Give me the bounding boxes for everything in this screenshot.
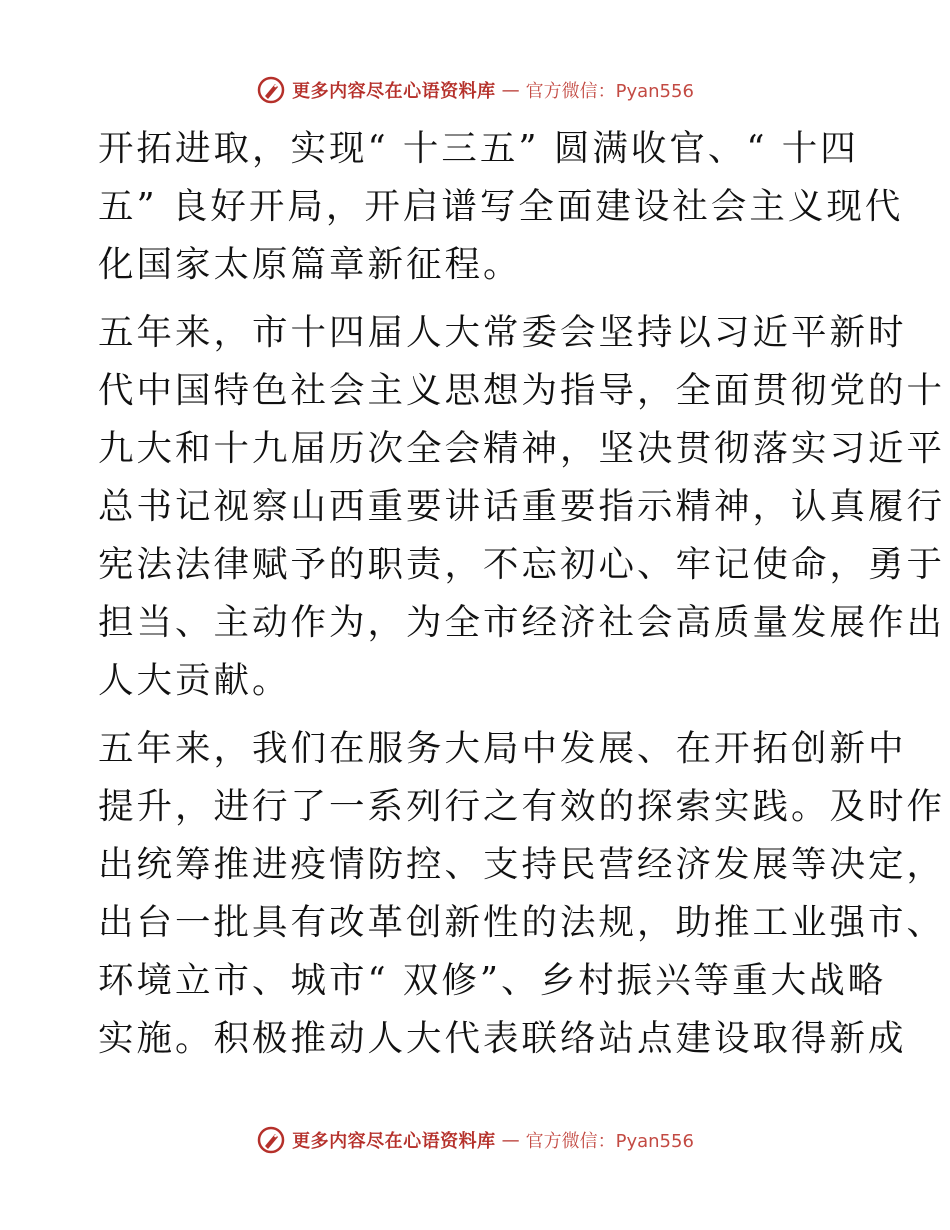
- text-line: 化国家太原篇章新征程。: [98, 244, 522, 285]
- footer-wechat-text: 官方微信：Pyan556: [525, 1131, 694, 1152]
- pen-nib-circle-icon: [256, 1125, 286, 1155]
- pen-nib-circle-icon: [256, 75, 286, 105]
- text-line: 提升，进行了一系列行之有效的探索实践。及时作: [98, 786, 946, 827]
- text-line: 担当、主动作为，为全市经济社会高质量发展作出: [98, 602, 946, 643]
- text-line: 五” 良好开局，开启谱写全面建设社会主义现代: [98, 186, 904, 227]
- footer-watermark: [0, 1120, 950, 1160]
- text-line: 五年来，市十四届人大常委会坚持以习近平新时: [98, 312, 907, 353]
- header-watermark: [0, 70, 950, 110]
- text-line: 总书记视察山西重要讲话重要指示精神，认真履行: [98, 486, 946, 527]
- text-line: 宪法法律赋予的职责，不忘初心、牢记使命，勇于: [98, 544, 946, 585]
- paragraph-3: [98, 720, 946, 1068]
- footer-dash: —: [501, 1129, 520, 1151]
- paragraph-1: [98, 120, 904, 294]
- document-body: [98, 120, 946, 1078]
- text-line: 出统筹推进疫情防控、支持民营经济发展等决定，: [98, 844, 946, 885]
- header-brand-text: 更多内容尽在心语资料库: [292, 81, 496, 102]
- text-line: 五年来，我们在服务大局中发展、在开拓创新中: [98, 728, 907, 769]
- text-line: 人大贡献。: [98, 660, 291, 701]
- text-line: 实施。积极推动人大代表联络站点建设取得新成: [98, 1018, 907, 1059]
- header-dash: —: [501, 79, 520, 101]
- footer-brand-text: 更多内容尽在心语资料库: [292, 1131, 496, 1152]
- text-line: 开拓进取，实现“ 十三五” 圆满收官、“ 十四: [98, 128, 859, 169]
- header-wechat-text: 官方微信：Pyan556: [525, 81, 694, 102]
- text-line: 代中国特色社会主义思想为指导，全面贯彻党的十: [98, 370, 946, 411]
- text-line: 出台一批具有改革创新性的法规，助推工业强市、: [98, 902, 946, 943]
- paragraph-2: [98, 304, 946, 710]
- text-line: 环境立市、城市“ 双修”、乡村振兴等重大战略: [98, 960, 887, 1001]
- text-line: 九大和十九届历次全会精神，坚决贯彻落实习近平: [98, 428, 946, 469]
